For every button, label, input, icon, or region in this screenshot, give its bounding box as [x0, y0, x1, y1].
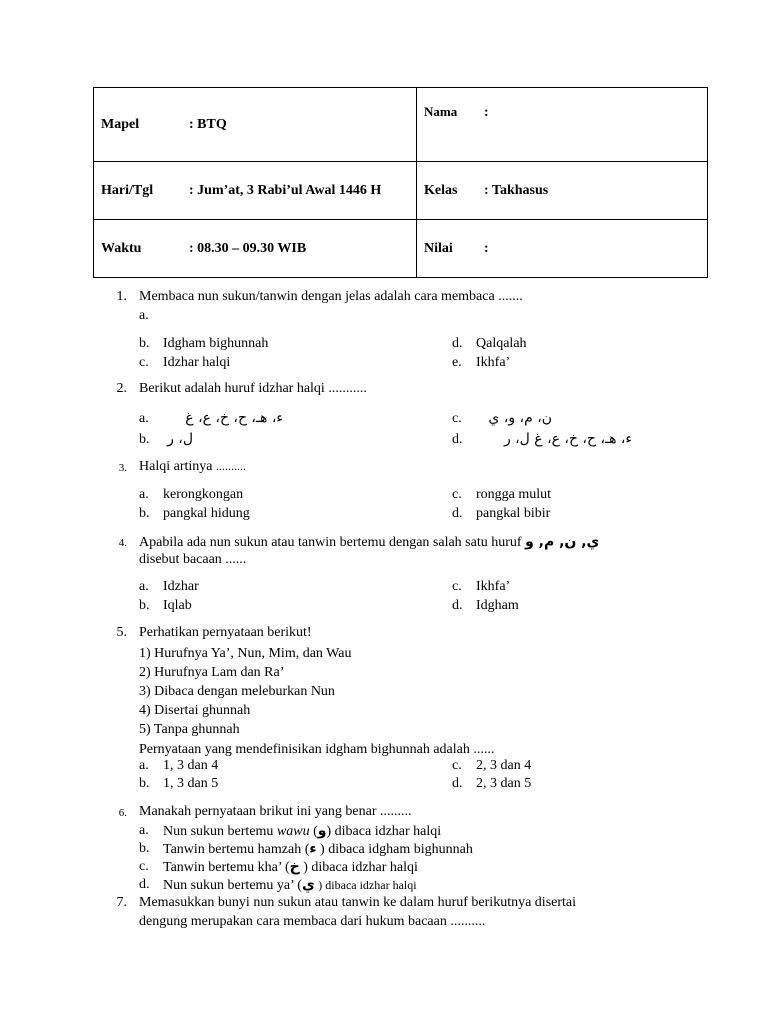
option-letter: d.: [452, 336, 463, 351]
question-number: 5.: [116, 625, 127, 640]
option-a-post: ) dibaca idzhar halqi: [326, 824, 442, 839]
option-a-pre: Nun sukun bertemu: [163, 824, 274, 839]
kelas-value: : Takhasus: [484, 182, 549, 198]
nama-value: :: [484, 105, 489, 120]
option-letter: a.: [139, 308, 149, 323]
option-letter: c.: [139, 355, 149, 370]
option-letter: a.: [139, 758, 149, 773]
option-a: 1, 3 dan 4: [163, 758, 219, 773]
hari-label: Hari/Tgl: [101, 182, 154, 198]
option-letter: d.: [452, 598, 463, 613]
hari-value: : Jum’at, 3 Rabi’ul Awal 1446 H: [189, 182, 382, 198]
arabic-letters: ي, ن, م, و: [525, 534, 600, 550]
option-b-pre: Tanwin bertemu hamzah (: [163, 842, 310, 857]
option-letter: c.: [452, 487, 462, 502]
nilai-label: Nilai: [424, 240, 453, 256]
option-letter: c.: [452, 758, 462, 773]
kelas-label: Kelas: [424, 182, 458, 198]
statement-3: 3) Dibaca dengan meleburkan Nun: [139, 684, 335, 699]
option-letter: b.: [139, 336, 150, 351]
hari-cell: [94, 162, 417, 220]
option-letter: b.: [139, 776, 150, 791]
mapel-value: : BTQ: [189, 116, 227, 132]
header-table: [93, 87, 708, 278]
nama-cell: [417, 88, 708, 162]
option-d: 2, 3 dan 5: [476, 776, 532, 791]
option-d: pangkal bibir: [476, 506, 551, 521]
nilai-cell: [417, 220, 708, 278]
option-b: 1, 3 dan 5: [163, 776, 219, 791]
statement-2: 2) Hurufnya Lam dan Ra’: [139, 665, 285, 680]
option-letter: c.: [139, 859, 149, 874]
question-text: Manakah pernyataan brikut ini yang benar .........: [139, 804, 412, 819]
mapel-label: Mapel: [101, 116, 140, 132]
question-text-line1: Memasukkan bunyi nun sukun atau tanwin ke dalam huruf berikutnya disertai: [139, 895, 577, 910]
option-a: Idzhar: [163, 579, 199, 594]
question-text: [139, 459, 246, 475]
option-letter: a.: [139, 823, 149, 838]
option-c-post: ) dibaca idzhar halqi: [303, 860, 418, 875]
mapel-cell: [94, 88, 417, 162]
question-text: Perhatikan pernyataan berikut!: [139, 625, 312, 640]
option-a-italic: wawu: [276, 824, 310, 839]
question-number: 2.: [116, 381, 127, 396]
option-letter: d.: [139, 877, 150, 892]
option-letter: b.: [139, 432, 150, 447]
option-b: pangkal hidung: [163, 506, 250, 521]
option-letter: a.: [139, 487, 149, 502]
option-b: Idgham bighunnah: [163, 336, 269, 351]
option-c: Idzhar halqi: [163, 355, 231, 370]
option-d: Qalqalah: [476, 336, 527, 351]
question-text: Berikut adalah huruf idzhar halqi ...........: [139, 381, 367, 396]
question-number: 3.: [118, 462, 127, 474]
option-c-pre: Tanwin bertemu kha’ (: [163, 860, 290, 875]
waktu-cell: [94, 220, 417, 278]
option-c: 2, 3 dan 4: [476, 758, 532, 773]
option-d-pre: Nun sukun bertemu ya’ (: [163, 878, 302, 893]
waktu-label: Waktu: [101, 240, 142, 256]
option-letter: d.: [452, 506, 463, 521]
option-d-post: ) dibaca idzhar halqi: [318, 878, 417, 892]
question-number: 4.: [118, 537, 127, 549]
question-text-line2: disebut bacaan ......: [139, 552, 247, 567]
option-b: Iqlab: [163, 598, 192, 613]
option-letter: e.: [452, 355, 462, 370]
statement-1: 1) Hurufnya Ya’, Nun, Mim, dan Wau: [139, 646, 352, 661]
question-dots: ..........: [215, 459, 246, 473]
question-text-main: Apabila ada nun sukun atau tanwin bertemu dengan salah satu huruf: [139, 535, 522, 550]
option-c: rongga mulut: [476, 487, 552, 502]
option-letter: c.: [452, 579, 462, 594]
question-text: [139, 534, 599, 551]
question-prompt: Pernyataan yang mendefinisikan idgham bighunnah adalah ......: [139, 742, 495, 757]
question-number: 1.: [116, 289, 127, 304]
option-letter: a.: [139, 579, 149, 594]
arabic-letter: ي: [301, 877, 315, 893]
nilai-value: :: [484, 240, 489, 256]
option-letter: c.: [452, 411, 462, 426]
option-e: Ikhfa’: [476, 355, 511, 370]
option-b-post: ) dibaca idgham bighunnah: [320, 842, 473, 857]
question-number: 7.: [116, 895, 127, 910]
option-d: Idgham: [476, 598, 519, 613]
question-text-line2: dengung merupakan cara membaca dari hukum bacaan ..........: [139, 914, 486, 929]
option-d: ء، هـ، ح، خ، ع، غ ل، ر: [503, 431, 632, 447]
option-d: [163, 877, 417, 894]
option-c: ن، م، و، ي: [488, 410, 552, 426]
option-b: ل، ر: [167, 431, 193, 447]
option-letter: b.: [139, 841, 150, 856]
option-letter: a.: [139, 411, 149, 426]
question-text: Membaca nun sukun/tanwin dengan jelas adalah cara membaca .......: [139, 289, 523, 304]
waktu-value: : 08.30 – 09.30 WIB: [189, 240, 307, 256]
question-text-main: Halqi artinya: [139, 459, 213, 474]
option-a: ء، هـ، ح، خ، ع، غ: [185, 410, 283, 426]
option-letter: b.: [139, 506, 150, 521]
option-c: [163, 859, 418, 876]
option-a: kerongkongan: [163, 487, 244, 502]
question-number: 6.: [118, 807, 127, 819]
option-letter: d.: [452, 776, 463, 791]
arabic-letter: و: [317, 823, 327, 839]
option-c: Ikhfa’: [476, 579, 511, 594]
statement-4: 4) Disertai ghunnah: [139, 703, 251, 718]
option-a-open: (: [313, 824, 318, 839]
option-b: [163, 841, 473, 858]
statement-5: 5) Tanpa ghunnah: [139, 722, 240, 737]
option-letter: b.: [139, 598, 150, 613]
arabic-letter: خ: [289, 859, 300, 875]
option-letter: d.: [452, 432, 463, 447]
nama-label: Nama: [424, 104, 458, 119]
arabic-letter: ء: [309, 841, 317, 857]
option-a: [163, 823, 441, 840]
kelas-cell: [417, 162, 708, 220]
